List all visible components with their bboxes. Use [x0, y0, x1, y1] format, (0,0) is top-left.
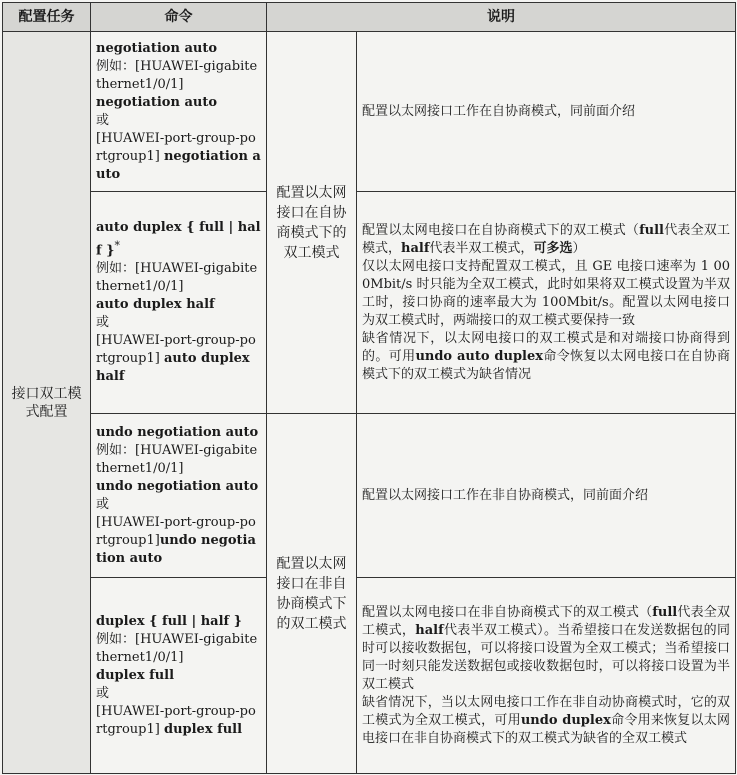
desc-text: 配置以太网电接口在非自协商模式下的双工模式（ — [362, 604, 653, 620]
config-table — [2, 2, 736, 774]
table-row — [3, 578, 736, 774]
desc-text: 缺省情况下，以太网电接口的双工模式是和对端接口协商得到的。可用 — [362, 330, 730, 364]
desc-text: 配置以太网电接口在自协商模式下的双工模式（ — [362, 222, 640, 238]
view-prompt: [HUAWEI-port-group-portgroup1] — [96, 130, 256, 164]
example-command: auto duplex half — [96, 297, 215, 313]
or-text: 或 — [96, 112, 110, 128]
desc-text: 命令恢复以太网电接口在自协商模式下的双工模式为缺省情况 — [362, 348, 730, 382]
table-row — [3, 414, 736, 578]
desc-text: 命令用来恢复以太网电接口在非自协商模式下的双工模式为缺省的全双工模式 — [362, 712, 730, 746]
desc-text: 代表半双工模式）。当希望接口在发送数据包的同时可以接收数据包，可以将接口设置为全双工模式；当希望接口同一时刻只能发送数据包或接收数据包时，可以将接口设置为半双工模式 — [362, 622, 730, 692]
view-prompt: [HUAWEI-gigabitethernet1/0/1] — [96, 442, 258, 476]
example-command: undo negotiation auto — [96, 532, 256, 566]
description-cell — [357, 192, 736, 414]
or-text: 或 — [96, 496, 110, 512]
view-prompt: [HUAWEI-port-group-portgroup1] — [96, 333, 256, 367]
example-label: 例如： — [96, 58, 136, 74]
example-command: negotiation auto — [96, 94, 217, 110]
command-syntax: auto duplex { full | half } — [96, 219, 261, 259]
example-label: 例如： — [96, 631, 136, 647]
desc-text: ） — [572, 240, 586, 256]
example-command: auto duplex half — [96, 351, 250, 385]
view-prompt: [HUAWEI-gigabitethernet1/0/1] — [96, 261, 258, 295]
description-cell — [357, 578, 736, 774]
desc-text: 缺省情况下，当以太网电接口工作在非自动协商模式时，它的双工模式为全双工模式，可用 — [362, 694, 730, 728]
keyword-multi: 可多选 — [533, 240, 573, 256]
view-prompt: [HUAWEI-port-group-portgroup1] — [96, 703, 256, 737]
keyword-full: full — [639, 222, 664, 238]
keyword-half: half — [401, 240, 430, 256]
keyword-command: undo duplex — [520, 712, 611, 728]
view-prompt: [HUAWEI-gigabitethernet1/0/1] — [96, 58, 258, 92]
example-label: 例如： — [96, 261, 136, 277]
table-row — [3, 192, 736, 414]
header-row — [3, 3, 736, 32]
keyword-command: undo auto duplex — [415, 348, 544, 364]
desc-text: 代表全双工模式， — [362, 604, 730, 638]
example-command: duplex full — [163, 721, 243, 737]
desc-text: 代表全双工模式， — [362, 222, 730, 256]
or-text: 或 — [96, 685, 110, 701]
example-label: 例如： — [96, 442, 136, 458]
example-command: undo negotiation auto — [96, 478, 259, 494]
optional-mark: * — [114, 238, 120, 252]
description-cell: 配置以太网接口工作在非自协商模式，同前面介绍 — [357, 414, 736, 578]
keyword-full: full — [652, 604, 678, 620]
scope-cell: 配置以太网接口在自协商模式下的双工模式 — [267, 32, 357, 414]
keyword-half: half — [415, 622, 444, 638]
command-syntax: duplex { full | half } — [96, 613, 242, 629]
description-cell: 配置以太网接口工作在自协商模式，同前面介绍 — [357, 32, 736, 192]
header-task: 配置任务 — [3, 3, 91, 32]
header-description: 说明 — [267, 3, 736, 32]
command-syntax: negotiation auto — [96, 40, 217, 56]
example-command: duplex full — [96, 667, 175, 683]
view-prompt: [HUAWEI-port-group-portgroup1] — [96, 514, 256, 548]
example-command: negotiation auto — [96, 148, 261, 182]
command-cell — [91, 414, 267, 578]
task-cell: 接口双工模式配置 — [3, 32, 91, 774]
scope-cell: 配置以太网接口在非自协商模式下的双工模式 — [267, 414, 357, 774]
command-cell — [91, 578, 267, 774]
table-row — [3, 32, 736, 192]
command-cell — [91, 192, 267, 414]
command-cell — [91, 32, 267, 192]
view-prompt: [HUAWEI-gigabitethernet1/0/1] — [96, 631, 258, 665]
header-command: 命令 — [91, 3, 267, 32]
or-text: 或 — [96, 315, 110, 331]
desc-text: 代表半双工模式， — [429, 240, 534, 256]
desc-text: 仅以太网电接口支持配置双工模式，且 GE 电接口速率为 1 000Mbit/s 时只能为全双工模式，此时如果将双工模式设置为半双工时，接口协商的速率最大为 100Mbit/s。配置以太网电接口为双工模式时，两端接口的双工模式要保持一致 — [362, 258, 730, 328]
command-syntax: undo negotiation auto — [96, 424, 259, 440]
